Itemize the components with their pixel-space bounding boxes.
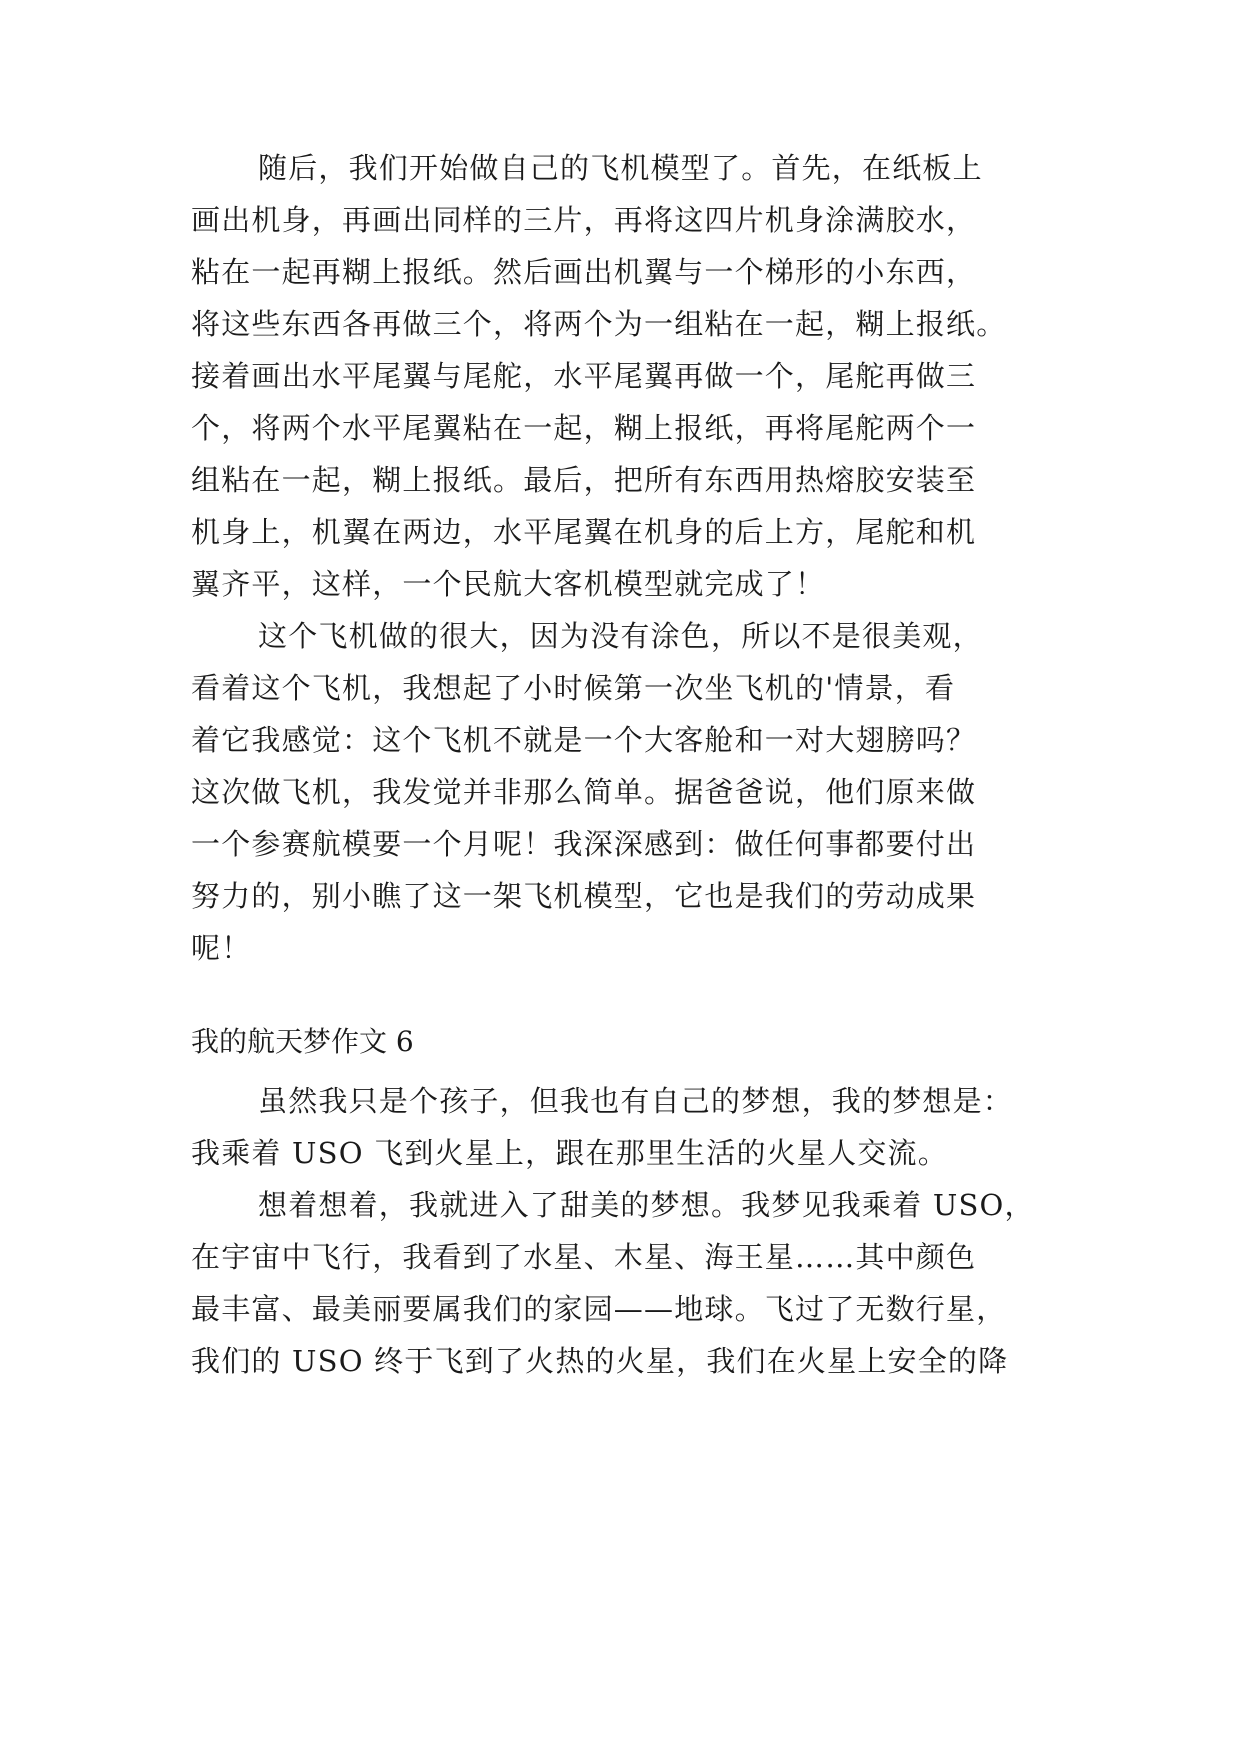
text-line: 接着画出水平尾翼与尾舵，水平尾翼再做一个，尾舵再做三 <box>191 359 977 393</box>
text-line: 最丰富、最美丽要属我们的家园——地球。飞过了无数行星， <box>191 1292 1007 1326</box>
text-line: 看着这个飞机，我想起了小时候第一次坐飞机的'情景，看 <box>191 671 956 705</box>
text-line: 呢！ <box>191 931 252 965</box>
text-line: 粘在一起再糊上报纸。然后画出机翼与一个梯形的小东西， <box>191 255 977 289</box>
text-line: 这次做飞机，我发觉并非那么简单。据爸爸说，他们原来做 <box>191 775 977 809</box>
text-line: 想着想着，我就进入了甜美的梦想。我梦见我乘着 USO， <box>258 1188 1035 1222</box>
text-line: 虽然我只是个孩子，但我也有自己的梦想，我的梦想是： <box>258 1084 1014 1118</box>
text-line: 我们的 USO 终于飞到了火热的火星，我们在火星上安全的降 <box>191 1344 1009 1378</box>
text-line: 努力的，别小瞧了这一架飞机模型，它也是我们的劳动成果 <box>191 879 977 913</box>
text-line: 我乘着 USO 飞到火星上，跟在那里生活的火星人交流。 <box>191 1136 948 1170</box>
text-line: 画出机身，再画出同样的三片，再将这四片机身涂满胶水， <box>191 203 977 237</box>
text-line: 着它我感觉：这个飞机不就是一个大客舱和一对大翅膀吗？ <box>191 723 977 757</box>
text-line: 一个参赛航模要一个月呢！我深深感到：做任何事都要付出 <box>191 827 977 861</box>
text-line: 机身上，机翼在两边，水平尾翼在机身的后上方，尾舵和机 <box>191 515 977 549</box>
essay-title: 我的航天梦作文 6 <box>191 1025 414 1058</box>
text-line: 这个飞机做的很大，因为没有涂色，所以不是很美观， <box>258 619 983 653</box>
text-line: 个，将两个水平尾翼粘在一起，糊上报纸，再将尾舵两个一 <box>191 411 977 445</box>
text-line: 随后，我们开始做自己的飞机模型了。首先，在纸板上 <box>258 151 983 185</box>
text-line: 在宇宙中飞行，我看到了水星、木星、海王星……其中颜色 <box>191 1240 977 1274</box>
text-line: 组粘在一起，糊上报纸。最后，把所有东西用热熔胶安装至 <box>191 463 977 497</box>
text-line: 将这些东西各再做三个，将两个为一组粘在一起，糊上报纸。 <box>191 307 1007 341</box>
text-line: 翼齐平，这样，一个民航大客机模型就完成了！ <box>191 567 826 601</box>
